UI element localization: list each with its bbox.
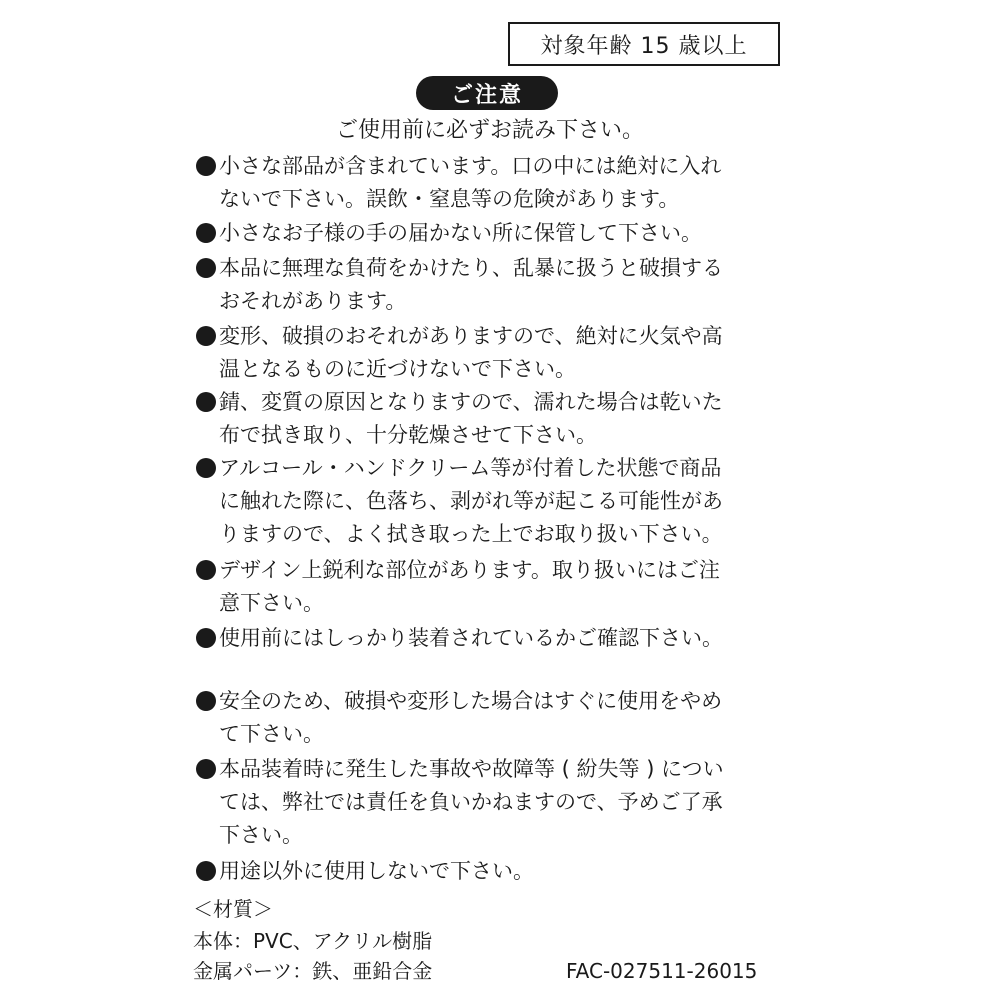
bullet-icon [196, 223, 216, 243]
caution-item [193, 554, 783, 620]
caution-item [193, 217, 783, 250]
caution-item-line: 安全のため、破損や変形した場合はすぐに使用をやめ [219, 689, 723, 713]
caution-item-line: 意下さい。 [219, 591, 324, 615]
material-line-metal: 金属パーツ：鉄、亜鉛合金 [193, 959, 433, 983]
caution-item-line: て下さい。 [219, 722, 324, 746]
caution-item [193, 150, 783, 216]
age-rating-badge: 対象年齢 15 歳以上 [508, 22, 780, 66]
caution-item [193, 855, 783, 888]
caution-item [193, 622, 783, 655]
bullet-icon [196, 861, 216, 881]
bullet-icon [196, 156, 216, 176]
caution-item-line: デザイン上鋭利な部位があります。取り扱いにはご注 [219, 558, 720, 582]
product-code: FAC-027511-26015 [566, 959, 758, 983]
caution-item-line: 本品に無理な負荷をかけたり、乱暴に扱うと破損する [219, 256, 723, 280]
bullet-icon [196, 458, 216, 478]
caution-item [193, 386, 783, 452]
bullet-icon [196, 628, 216, 648]
caution-item-line: アルコール・ハンドクリーム等が付着した状態で商品 [219, 456, 722, 480]
caution-item-line: 本品装着時に発生した事故や故障等 ( 紛失等 ) につい [219, 757, 724, 781]
caution-item-line: 小さなお子様の手の届かない所に保管して下さい。 [219, 221, 702, 245]
caution-item-line: りますので、よく拭き取った上でお取り扱い下さい。 [219, 522, 723, 546]
caution-title-badge: ご注意 [416, 76, 558, 110]
caution-item-line: おそれがあります。 [219, 289, 407, 313]
caution-item [193, 252, 783, 318]
bullet-icon [196, 392, 216, 412]
caution-item-line: 下さい。 [219, 823, 303, 847]
caution-item-line: に触れた際に、色落ち、剥がれ等が起こる可能性があ [219, 489, 723, 513]
bullet-icon [196, 326, 216, 346]
caution-item [193, 753, 783, 852]
bullet-icon [196, 759, 216, 779]
bullet-icon [196, 691, 216, 711]
caution-item-line: 変形、破損のおそれがありますので、絶対に火気や高 [219, 324, 723, 348]
bullet-icon [196, 560, 216, 580]
material-heading: ＜材質＞ [193, 897, 273, 921]
bullet-icon [196, 258, 216, 278]
caution-item [193, 320, 783, 386]
caution-item-line: 使用前にはしっかり装着されているかご確認下さい。 [219, 626, 723, 650]
caution-item-line: 用途以外に使用しないで下さい。 [219, 859, 534, 883]
caution-item-line: ないで下さい。誤飲・窒息等の危険があります。 [219, 187, 680, 211]
material-line-body: 本体：PVC、アクリル樹脂 [193, 929, 433, 953]
caution-item [193, 685, 783, 751]
caution-item-line: 錆、変質の原因となりますので、濡れた場合は乾いた [219, 390, 723, 414]
caution-item [193, 452, 783, 551]
caution-item-line: 布で拭き取り、十分乾燥させて下さい。 [219, 423, 597, 447]
subtitle: ご使用前に必ずお読み下さい。 [335, 118, 644, 143]
caution-item-line: 小さな部品が含まれています。口の中には絶対に入れ [219, 154, 722, 178]
caution-item-line: 温となるものに近づけないで下さい。 [219, 357, 576, 381]
caution-item-line: ては、弊社では責任を負いかねますので、予めご了承 [219, 790, 723, 814]
